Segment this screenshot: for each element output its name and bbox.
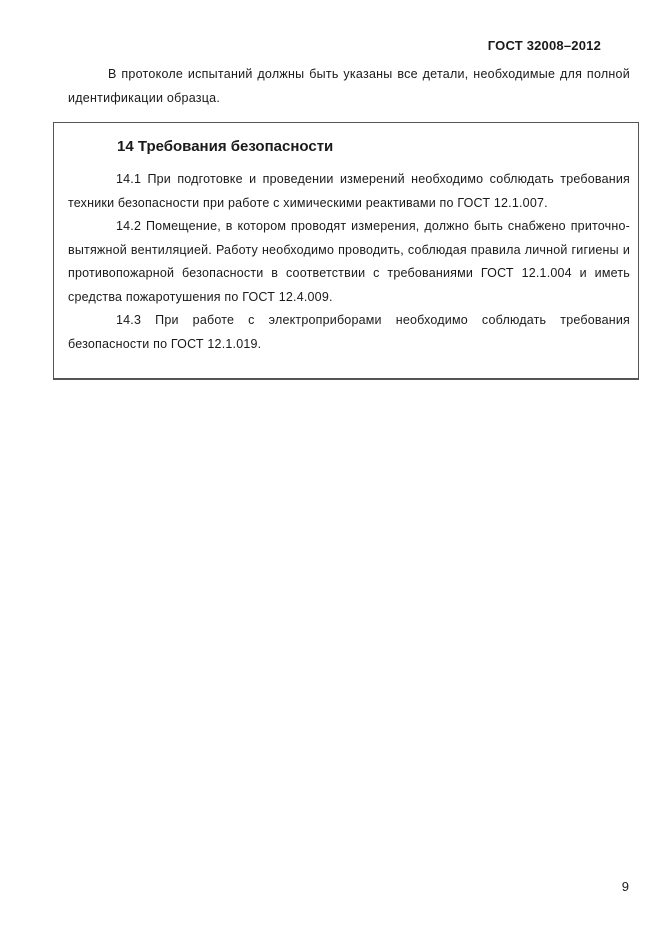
paragraph-14-2: 14.2 Помещение, в котором проводят измерения, должно быть снабжено приточно-вытяжной вентиляцией. Работу необходимо проводить, соблюдая правила личной гигиены и противопожарной безопасности в соответствии с требованиями ГОСТ 12.1.004 и иметь средства пожаротушения по ГОСТ 12.4.009. <box>68 219 630 304</box>
paragraph-14-3: 14.3 При работе с электроприборами необходимо соблюдать требования безопасности по ГОСТ 12.1.019. <box>68 313 630 351</box>
section-body <box>68 168 630 356</box>
intro-paragraph: В протоколе испытаний должны быть указаны все детали, необходимые для полной идентификации образца. <box>68 67 630 105</box>
section-title: 14 Требования безопасности <box>117 138 334 155</box>
page-number: 9 <box>621 879 629 894</box>
document-code-header: ГОСТ 32008–2012 <box>487 38 601 53</box>
section-frame-bottom-rule <box>53 378 639 380</box>
paragraph-14-1: 14.1 При подготовке и проведении измерений необходимо соблюдать требования техники безопасности при работе с химическими реактивами по ГОСТ 12.1.007. <box>68 172 630 210</box>
